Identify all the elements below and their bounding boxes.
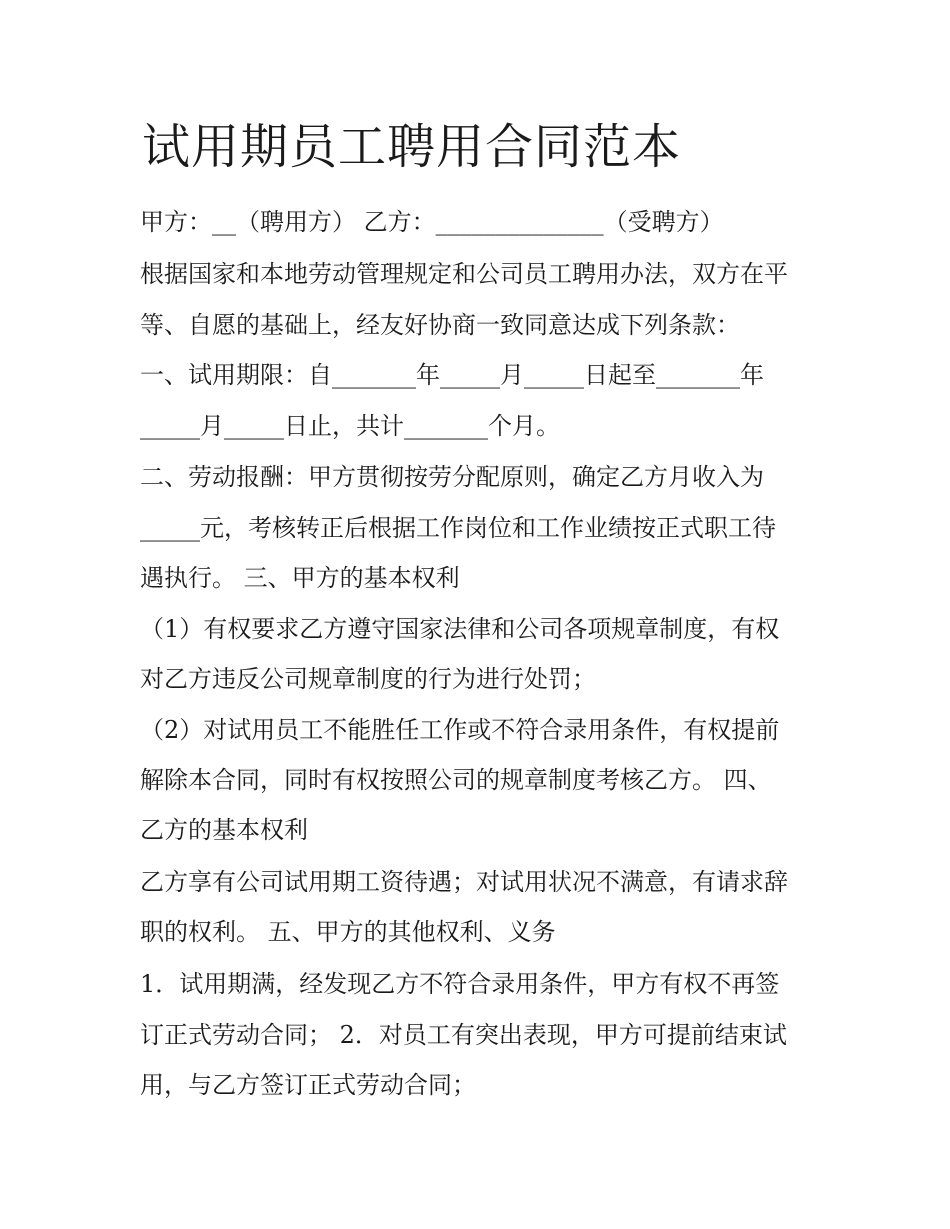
paragraph-line: 一、试用期限：自_______年_____月_____日起至_______年 (140, 361, 764, 389)
paragraph-line: _____月_____日止，共计_______个月。 (140, 412, 560, 440)
paragraph-line: （2）对试用员工不能胜任工作或不符合录用条件，有权提前 (140, 716, 780, 744)
paragraph-line: 订正式劳动合同； 2．对员工有突出表现，甲方可提前结束试 (140, 1021, 787, 1049)
paragraph-line: 解除本合同，同时有权按照公司的规章制度考核乙方。 四、 (140, 766, 772, 794)
paragraph-line: 乙方的基本权利 (140, 816, 308, 844)
paragraph-line: 职的权利。 五、甲方的其他权利、义务 (140, 918, 556, 946)
document-title: 试用期员工聘用合同范本 (142, 119, 682, 175)
paragraph-line: （1）有权要求乙方遵守国家法律和公司各项规章制度，有权 (140, 615, 780, 643)
parties-line: 甲方：__（聘用方） 乙方：______________（受聘方） (140, 208, 724, 236)
paragraph-line: 乙方享有公司试用期工资待遇；对试用状况不满意，有请求辞 (140, 868, 788, 896)
paragraph-line: 二、劳动报酬：甲方贯彻按劳分配原则，确定乙方月收入为 (140, 463, 764, 491)
paragraph-line: 等、自愿的基础上，经友好协商一致同意达成下列条款： (140, 311, 740, 339)
paragraph-line: 用，与乙方签订正式劳动合同； (140, 1071, 476, 1099)
paragraph-line: 对乙方违反公司规章制度的行为进行处罚； (140, 665, 596, 693)
paragraph-line: 1．试用期满，经发现乙方不符合录用条件，甲方有权不再签 (140, 970, 780, 998)
paragraph-line: 遇执行。 三、甲方的基本权利 (140, 564, 460, 592)
paragraph-line: _____元，考核转正后根据工作岗位和工作业绩按正式职工待 (140, 514, 776, 542)
paragraph-line: 根据国家和本地劳动管理规定和公司员工聘用办法，双方在平 (140, 260, 788, 288)
